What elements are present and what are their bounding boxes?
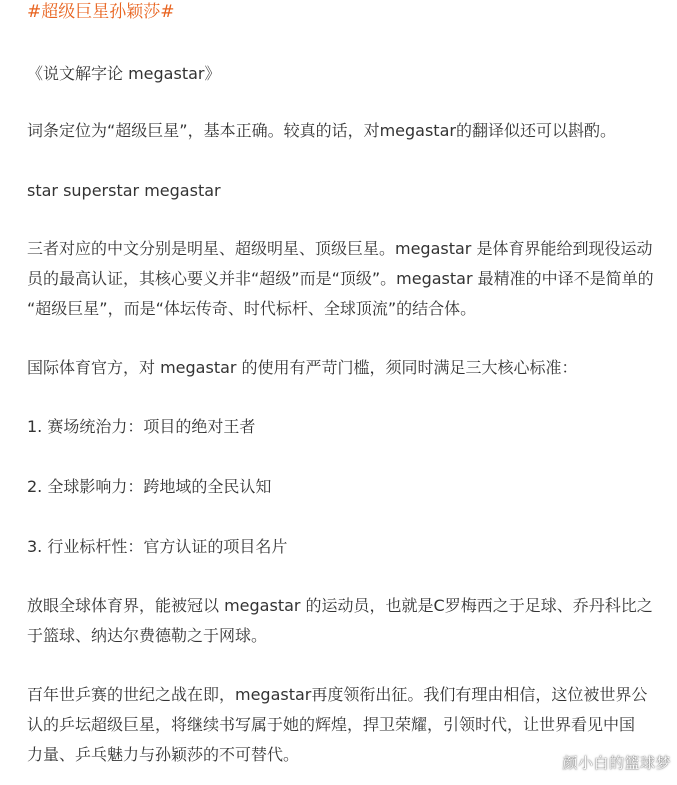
paragraph-line: 于篮球、纳达尔费德勒之于网球。 (27, 626, 268, 645)
paragraph-line: “超级巨星”，而是“体坛传奇、时代标杆、全球顶流”的结合体。 (27, 299, 477, 318)
hashtag-link[interactable]: #超级巨星孙颖莎# (27, 2, 175, 22)
paragraph-line: 力量、乒乓魅力与孙颖莎的不可替代。 (27, 745, 300, 764)
paragraph-line: 《说文解字论 megastar》 (27, 64, 221, 83)
paragraph-line: 3. 行业标杆性：官方认证的项目名片 (27, 537, 288, 556)
paragraph-line: 词条定位为“超级巨星”，基本正确。较真的话，对megastar的翻译似还可以斟酌。 (27, 121, 616, 140)
paragraph-line: 认的乒坛超级巨星，将继续书写属于她的辉煌，捍卫荣耀，引领时代，让世界看见中国 (27, 715, 636, 734)
paragraph-line: 2. 全球影响力：跨地域的全民认知 (27, 477, 272, 496)
paragraph-line: 国际体育官方，对 megastar 的使用有严苛门槛，须同时满足三大核心标准： (27, 358, 578, 377)
author-watermark: 颜小白的篮球梦 (562, 754, 671, 772)
paragraph-line: star superstar megastar (27, 181, 221, 200)
paragraph-definition (27, 116, 672, 146)
paragraph-line: 1. 赛场统治力：项目的绝对王者 (27, 417, 256, 436)
paragraph-examples (27, 591, 672, 651)
paragraph-line: 百年世乒赛的世纪之战在即，megastar再度领衔出征。我们有理由相信，这位被世界公 (27, 685, 648, 704)
list-item-2 (27, 472, 672, 502)
paragraph-line: 放眼全球体育界，能被冠以 megastar 的运动员，也就是C罗梅西之于足球、乔丹科比之 (27, 596, 653, 615)
paragraph-terms (27, 176, 672, 206)
paragraph-meaning (27, 234, 672, 324)
list-item-1 (27, 412, 672, 442)
paragraph-title (27, 59, 672, 89)
paragraph-line: 三者对应的中文分别是明星、超级明星、顶级巨星。megastar 是体育界能给到现役运动 (27, 239, 653, 258)
list-item-3 (27, 532, 672, 562)
paragraph-standards-intro (27, 353, 672, 383)
paragraph-line: 员的最高认证，其核心要义并非“超级”而是“顶级”。megastar 最精准的中译不是简单的 (27, 269, 654, 288)
